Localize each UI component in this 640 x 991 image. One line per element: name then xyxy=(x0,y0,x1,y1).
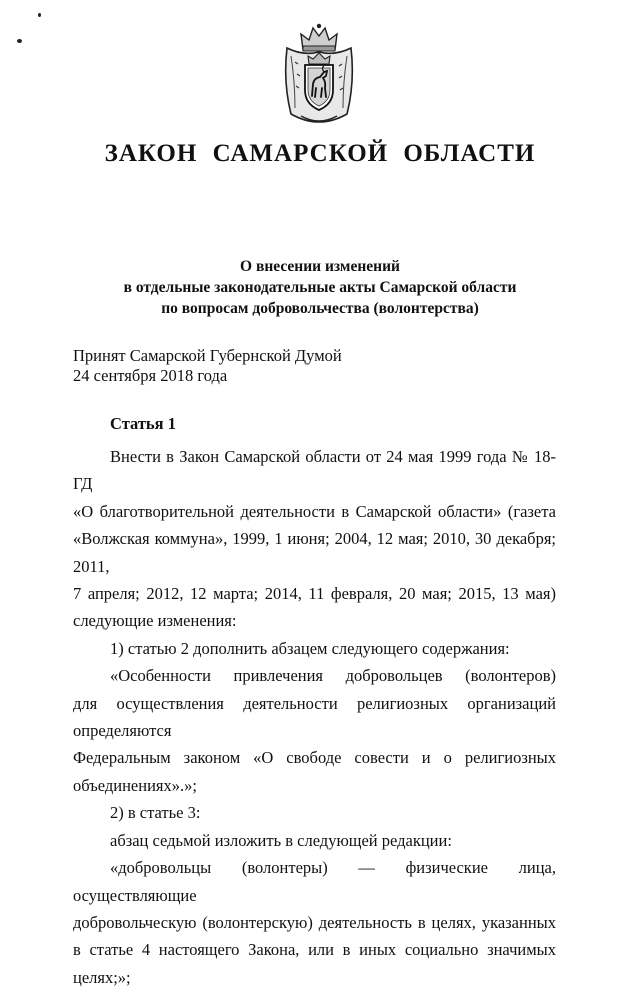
quote-line: объединениях».»; xyxy=(73,775,197,795)
article-heading: Статья 1 xyxy=(110,414,176,433)
adoption-note xyxy=(73,346,342,386)
quote-line: добровольческую (волонтерскую) деятельность в целях, указанных xyxy=(73,912,556,932)
body-line: «О благотворительной деятельности в Самарской области» (газета xyxy=(73,501,556,521)
quote-line: «Особенности привлечения добровольцев (волонтеров) xyxy=(110,666,556,686)
subject-line: О внесении изменений xyxy=(240,258,400,275)
quote-line: для осуществления деятельности религиозных организаций определяются xyxy=(73,693,556,741)
adopted-by: Принят Самарской Губернской Думой xyxy=(73,346,342,365)
scan-speck xyxy=(17,39,22,43)
coat-of-arms-emblem xyxy=(281,22,357,130)
item-2: 2) в статье 3: xyxy=(110,803,201,823)
item-2-sub: абзац седьмой изложить в следующей редакции: xyxy=(110,830,452,850)
body-line: следующие изменения: xyxy=(73,611,237,631)
body-line: Внести в Закон Самарской области от 24 мая 1999 года № 18-ГД xyxy=(73,447,556,494)
quote-line: Федеральным законом «О свободе совести и о религиозных xyxy=(73,748,556,768)
scan-speck xyxy=(38,13,41,17)
item-1: 1) статью 2 дополнить абзацем следующего содержания: xyxy=(110,638,510,658)
law-title: ЗАКОН САМАРСКОЙ ОБЛАСТИ xyxy=(104,140,536,167)
adopted-date: 24 сентября 2018 года xyxy=(73,366,228,385)
article-body xyxy=(73,443,556,991)
subject-line: по вопросам добровольчества (волонтерства) xyxy=(161,300,479,317)
quote-line: «добровольцы (волонтеры) — физические лица, осуществляющие xyxy=(73,858,556,905)
law-subject xyxy=(0,256,640,319)
quote-line: в статье 4 настоящего Закона, или в иных социально значимых целях;»; xyxy=(73,940,556,987)
body-line: 7 апреля; 2012, 12 марта; 2014, 11 февраля, 20 мая; 2015, 13 мая) xyxy=(73,584,556,604)
body-line: «Волжская коммуна», 1999, 1 июня; 2004, 12 мая; 2010, 30 декабря; 2011, xyxy=(73,529,556,576)
subject-line: в отдельные законодательные акты Самарской области xyxy=(123,279,517,296)
